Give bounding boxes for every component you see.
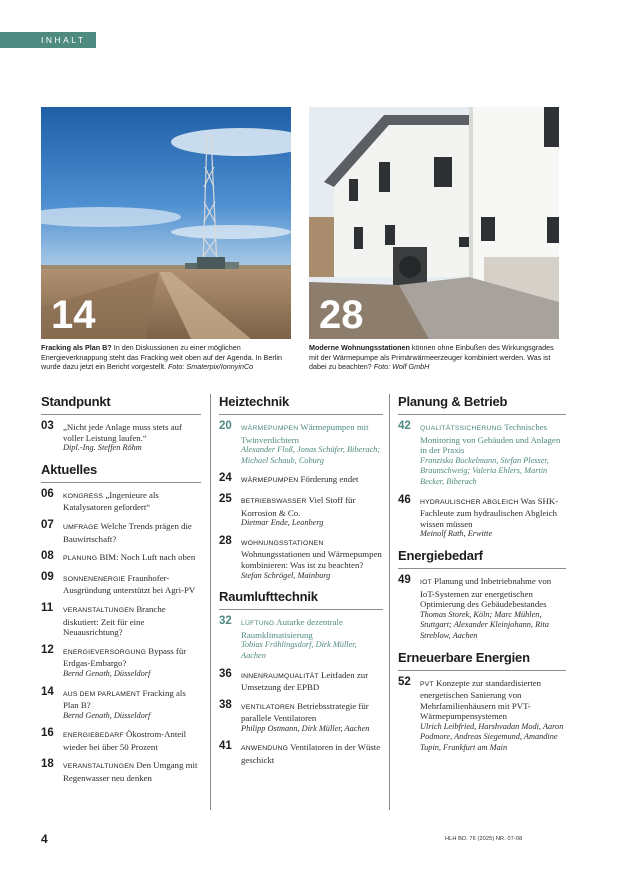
- toc-authors: Bernd Genath, Düsseldorf: [63, 668, 151, 678]
- toc-page-number: 38: [219, 698, 232, 711]
- toc-page-number: 14: [41, 685, 54, 698]
- toc-authors: Meinolf Rath, Erwitte: [420, 529, 493, 539]
- section-tag: INHALT: [0, 32, 96, 48]
- toc-category: QUALITÄTSSICHERUNG: [420, 425, 503, 432]
- section-heading: Energiebedarf: [398, 548, 566, 569]
- toc-category: UMFRAGE: [63, 523, 99, 531]
- toc-entry[interactable]: [41, 685, 201, 722]
- toc-title: „Ingenieure als Katalysatoren gefordert“: [63, 489, 159, 513]
- section-heading: Erneuerbare Energien: [398, 650, 566, 671]
- caption-text: In den Diskussionen zu einer möglichen Energieverknappung steht das Fracking weit oben auf der Agenda. In Berlin wurde dazu jetzt ein Bericht vorgestellt.: [41, 343, 282, 372]
- caption-lead: Moderne Wohnungsstationen: [309, 343, 410, 352]
- toc-entry[interactable]: [41, 729, 201, 752]
- toc-category: WÄRMEPUMPEN: [241, 425, 299, 432]
- toc-page-number: 25: [219, 492, 232, 505]
- toc-category: VERANSTALTUNGEN: [63, 763, 135, 771]
- toc-title: Leitfaden zur Umsetzung der EPBD: [241, 669, 369, 693]
- toc-entry[interactable]: [41, 601, 201, 638]
- toc-category: WÄRMEPUMPEN: [241, 477, 299, 485]
- toc-column-3: [398, 394, 566, 762]
- toc-page-number: 32: [219, 615, 232, 628]
- toc-entry[interactable]: [219, 667, 383, 693]
- toc-title: Konzepte zur standardisierten energetischen Sanierung von Mehrfamilienhäusern mit PVT-Wärmepumpensystemen: [420, 677, 542, 722]
- toc-page-number: 18: [41, 758, 54, 771]
- caption-lead: Fracking als Plan B?: [41, 343, 112, 352]
- toc-entry[interactable]: [398, 493, 566, 540]
- toc-authors: Dipl.-Ing. Steffen Röhm: [63, 443, 142, 453]
- toc-authors: Stefan Schrögel, Mainburg: [241, 570, 331, 580]
- toc-title: BIM: Noch Luft nach oben: [99, 552, 196, 563]
- toc-page-number: 20: [219, 420, 232, 432]
- toc-column-1: [41, 394, 201, 792]
- toc-title: Fracking als Plan B?: [63, 687, 186, 711]
- toc-entry[interactable]: [398, 573, 566, 642]
- toc-title: Was SHK-Fachleute zum hydraulischen Abgleich wissen müssen: [420, 495, 559, 529]
- toc-category: HYDRAULISCHER ABGLEICH: [420, 498, 519, 506]
- toc-category: WOHNUNGSSTATIONEN: [241, 539, 324, 547]
- toc-category: PVT: [420, 680, 434, 688]
- toc-authors: Philipp Ostmann, Dirk Müller, Aachen: [241, 723, 370, 733]
- toc-authors: Thomas Storek, Köln; Marc Mühlen, Stuttgart; Alexander Kleinjohann, Rita Streblow, Aachen: [420, 609, 549, 640]
- toc-page-number: 11: [41, 601, 54, 614]
- toc-title: Autarke dezentrale Raumklimatisierung: [241, 617, 343, 640]
- toc-category: ANWENDUNG: [241, 745, 289, 753]
- toc-title: Planung und Inbetriebnahme von IoT-Systemen zur energetischen Optimierung des Gebäudebestandes: [420, 575, 552, 610]
- toc-page-number: 49: [398, 573, 411, 586]
- toc-title: Branche diskutiert: Zeit für eine Neuausrichtung?: [63, 603, 166, 638]
- caption-credit: Foto: Smaterpix/IonnyinCo: [168, 362, 254, 372]
- toc-title: Bypass für Erdgas-Embargo?: [63, 645, 187, 669]
- toc-page-number: 28: [219, 534, 232, 547]
- photo-page-number: 14: [51, 293, 96, 337]
- toc-title: Technisches Monitoring von Gebäuden und Anlagen in der Praxis: [420, 422, 561, 456]
- toc-title: „Nicht jede Anlage muss stets auf voller Leistung laufen.“: [63, 422, 182, 443]
- toc-category: KONGRESS: [63, 492, 104, 500]
- toc-entry[interactable]: [219, 698, 383, 735]
- column-divider: [389, 394, 390, 810]
- column-divider: [210, 394, 211, 810]
- toc-title: Viel Stoff für Korrosion & Co.: [241, 494, 356, 518]
- caption-credit: Foto: Wolf GmbH: [373, 362, 430, 372]
- toc-page-number: 08: [41, 550, 54, 563]
- toc-page-number: 46: [398, 493, 411, 506]
- photo-caption-right: [309, 343, 565, 372]
- section-heading: Raumlufttechnik: [219, 589, 383, 610]
- toc-authors: Alexander Floß, Jonas Schüfer, Biberach; Michael Schaub, Coburg: [241, 445, 381, 465]
- toc-category: ENERGIEVERSORGUNG: [63, 648, 147, 656]
- toc-category: BETRIEBSWASSER: [241, 497, 307, 505]
- toc-page-number: 12: [41, 643, 54, 656]
- toc-title: Förderung endet: [300, 474, 359, 485]
- caption-text: können ohne Einbußen des Wirkungsgrades mit der Wärmepumpe als Primärwärmeerzeuger kombiniert werden. Was ist dabei zu beachten?: [309, 343, 554, 372]
- toc-entry[interactable]: [41, 643, 201, 680]
- toc-page-number: 09: [41, 570, 54, 583]
- toc-page-number: 07: [41, 518, 54, 531]
- toc-category: VENTILATOREN: [241, 703, 295, 711]
- toc-entry[interactable]: [398, 675, 566, 754]
- toc-category: INNENRAUMQUALITÄT: [241, 672, 319, 680]
- toc-entry[interactable]: [398, 422, 566, 488]
- toc-authors: Bernd Genath, Düsseldorf: [63, 710, 151, 720]
- toc-title: Ökostrom-Anteil wieder bei über 50 Prozent: [63, 729, 187, 752]
- toc-authors: Ulrich Leibfried, Harshvadan Modi, Aaron Podmore, Andreas Siegemund, Amandine Tupin, Frankfurt am Main: [420, 721, 564, 753]
- toc-category: AUS DEM PARLAMENT: [63, 690, 141, 698]
- toc-title: Wohnungsstationen und Wärmepumpen kombinieren: Was ist zu beachten?: [241, 549, 382, 570]
- photo-caption-left: [41, 343, 297, 372]
- section-heading: Aktuelles: [41, 462, 201, 483]
- toc-category: IOT: [420, 578, 432, 586]
- toc-title: Welche Trends prägen die Bauwirtschaft?: [63, 520, 192, 544]
- photo-house-heatpump[interactable]: [309, 107, 559, 339]
- toc-entry[interactable]: [219, 742, 383, 765]
- toc-title: Betriebsstrategie für parallele Ventilatoren: [241, 700, 369, 724]
- toc-entry[interactable]: [219, 492, 383, 529]
- toc-entry[interactable]: [219, 617, 383, 661]
- photo-page-number: 28: [319, 293, 364, 337]
- toc-page-number: 16: [41, 727, 54, 740]
- section-heading: Planung & Betrieb: [398, 394, 566, 415]
- toc-authors: Tobias Fröhlingsdorf, Dirk Müller, Aachen: [241, 640, 357, 660]
- toc-title: Ventilatoren in der Wüste geschickt: [241, 742, 381, 766]
- toc-authors: Franziska Bockelmann, Stefan Plesser, Braunschweig; Valeria Ehlers, Martin Becker, Biberach: [420, 455, 549, 486]
- toc-page-number: 52: [398, 675, 411, 688]
- toc-page-number: 24: [219, 472, 232, 485]
- toc-entry[interactable]: [41, 552, 201, 565]
- page-number: 4: [41, 832, 48, 846]
- toc-title: Wärmepumpen mit Twinverdichtern: [241, 422, 369, 445]
- toc-entry[interactable]: [219, 422, 383, 466]
- toc-page-number: 06: [41, 487, 54, 500]
- toc-page-number: 41: [219, 740, 232, 753]
- toc-authors: Dietmar Ende, Leonberg: [241, 518, 324, 528]
- toc-entry[interactable]: [41, 487, 201, 513]
- toc-page-number: 36: [219, 667, 232, 680]
- toc-entry[interactable]: [41, 570, 201, 596]
- toc-column-2: [219, 394, 383, 774]
- toc-category: LÜFTUNG: [241, 620, 275, 628]
- toc-entry[interactable]: [41, 518, 201, 544]
- toc-entry[interactable]: [219, 534, 383, 581]
- toc-category: VERANSTALTUNGEN: [63, 606, 135, 614]
- section-heading: Heiztechnik: [219, 394, 383, 415]
- toc-category: SONNENENERGIE: [63, 575, 126, 583]
- toc-title: Den Umgang mit Regenwasser neu denken: [63, 760, 198, 784]
- photo-fracking-rig[interactable]: [41, 107, 291, 339]
- toc-page-number: 42: [398, 420, 411, 432]
- section-heading: Standpunkt: [41, 394, 201, 415]
- toc-entry[interactable]: [41, 760, 201, 783]
- toc-category: ENERGIEBEDARF: [63, 732, 124, 740]
- toc-page-number: 03: [41, 420, 54, 432]
- toc-category: PLANUNG: [63, 555, 98, 563]
- toc-entry[interactable]: [219, 474, 383, 487]
- journal-reference: HLH BD. 76 (2025) NR. 07-08: [445, 836, 523, 842]
- toc-title: Fraunhofer-Ausgründung unterstützt bei Agri-PV: [63, 572, 196, 596]
- toc-entry[interactable]: [41, 422, 201, 454]
